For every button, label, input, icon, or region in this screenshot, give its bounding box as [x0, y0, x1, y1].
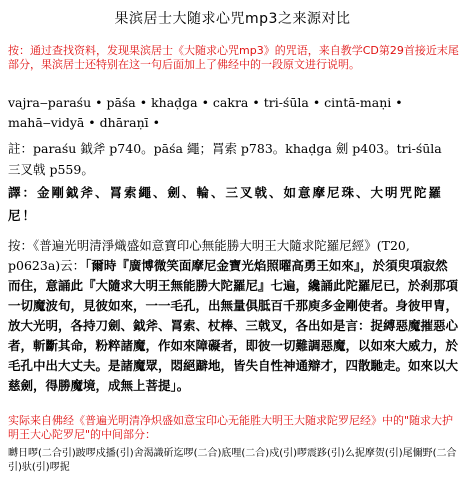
intro-note: 按：通过查找资料，发现果滨居士《大随求心咒mp3》的咒语，来自教学CD第29首接近末尾部分，果滨居士还特别在这一句后面加上了佛经中的一段原文进行说明。 — [8, 44, 459, 71]
page-title: 果滨居士大随求心咒mp3之来源对比 — [114, 11, 351, 27]
sutra-quote-heading: 按：《普遍光明清淨熾盛如意寶印心無能勝大明王大隨求陀羅尼經》(T20, p0623a)云： — [8, 238, 410, 273]
sutra-quote — [8, 236, 460, 396]
dharani-text: 嚩日啰(二合引)跛啰戍播(引)舍渴識斫迄啰(二合)底哩(二合)戍(引)啰震跢(引)么抳摩贺(引)尾儞野(二合引)驮(引)啰抳 — [8, 448, 457, 473]
glossary-note: 註：paraśu 鉞斧 p740。pāśa 繩；罥索 p783。khaḍga 劍 p403。tri-śūla 三叉戟 p559。 — [8, 141, 442, 177]
sanskrit-transliteration-line-2: mahā‒vidyā • dhāraṇī • — [8, 115, 160, 130]
translation-text: 譯：金剛鉞斧、罥索繩、劍、輪、三叉戟、如意摩尼珠、大明咒陀羅尼！ — [8, 185, 444, 223]
sanskrit-transliteration-line-1: vajra‒paraśu • pāśa • khaḍga • cakra • tri-śūla • cintā-maṇi • — [8, 95, 403, 110]
source-note: 实际来自佛经《普遍光明清净炽盛如意宝印心无能胜大明王大随求陀罗尼经》中的"随求大护明王大心陀罗尼"的中间部分： — [8, 414, 454, 441]
sutra-quote-body: 「爾時『廣博微笑面摩尼金寶光焰照曜高勇王如來』，於須臾項寂然而住，意誦此『大隨求大明王無能勝大陀羅尼』七遍，纔誦此陀羅尼已，於刹那項一切魔波旬，見彼如來，一一毛孔，出無量俱胝百千那庾多金剛使者。身彼甲冑，放大光明，各持刀劍、鉞斧、罥索、杖棒、三戟叉，各出如是言：捉縛惡魔摧惡心者，斬斷其命，粉粹諸魔，作如來障礙者，即彼一切難調惡魔，以如來大威力，於毛孔中出大丈夫。是諸魔眾，悶絕躃地，皆失自性神通辯才，四散馳走。如來以大慈劍，得勝魔境，成無上菩提」。 — [8, 258, 459, 393]
